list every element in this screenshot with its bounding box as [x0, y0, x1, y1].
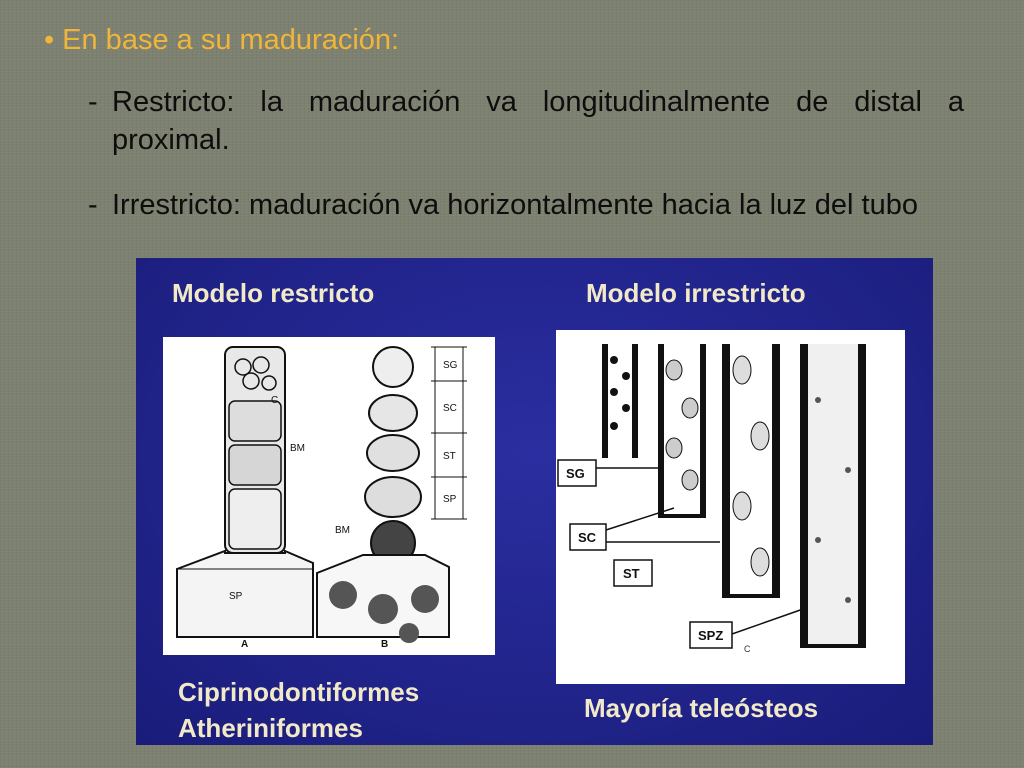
label-b: B [381, 639, 389, 650]
label-a: A [241, 639, 249, 650]
left-figure-title: Modelo restricto [172, 278, 375, 308]
sub-item-irrestricto [88, 186, 964, 224]
label-sp: SP [443, 494, 457, 505]
sub-item-text: Irrestricto: maduración va horizontalmente hacia la luz del tubo [112, 189, 918, 221]
left-figure-caption [178, 674, 419, 746]
unrestricted-model-drawing [556, 330, 905, 684]
label-sc: SC [578, 530, 597, 545]
sub-item-text: Restricto: la maduración va longitudinalmente de distal a proximal. [112, 86, 964, 156]
dash-marker: - [88, 189, 98, 221]
label-spz: SPZ [698, 628, 724, 643]
testis-model-figure [136, 258, 933, 745]
right-figure-caption: Mayoría teleósteos [584, 693, 819, 723]
dash-marker: - [88, 86, 98, 118]
main-bullet [44, 24, 399, 57]
label-c: C [271, 395, 279, 406]
unrestricted-model-illustration [556, 330, 905, 684]
label-bm: BM [290, 443, 305, 454]
label-sc: SC [443, 403, 457, 414]
tubule-columns [602, 344, 866, 648]
label-sg: SG [443, 360, 458, 371]
label-sp-inner: SP [229, 591, 243, 602]
drawing-a [177, 347, 313, 637]
label-st: ST [443, 451, 456, 462]
label-bm-b: BM [335, 525, 350, 536]
bullet-dot: • [44, 24, 55, 56]
caption-line-2: Atheriniformes [178, 713, 363, 743]
restricted-model-illustration [163, 337, 495, 655]
label-sg: SG [566, 466, 585, 481]
label-st: ST [623, 566, 640, 581]
caption-line-1: Ciprinodontiformes [178, 677, 420, 707]
label-c: C [744, 644, 751, 654]
main-bullet-text: En base a su maduración: [62, 24, 400, 56]
right-figure-title: Modelo irrestricto [586, 278, 806, 308]
restricted-model-drawing [163, 337, 495, 655]
sub-item-restricto [88, 83, 964, 159]
